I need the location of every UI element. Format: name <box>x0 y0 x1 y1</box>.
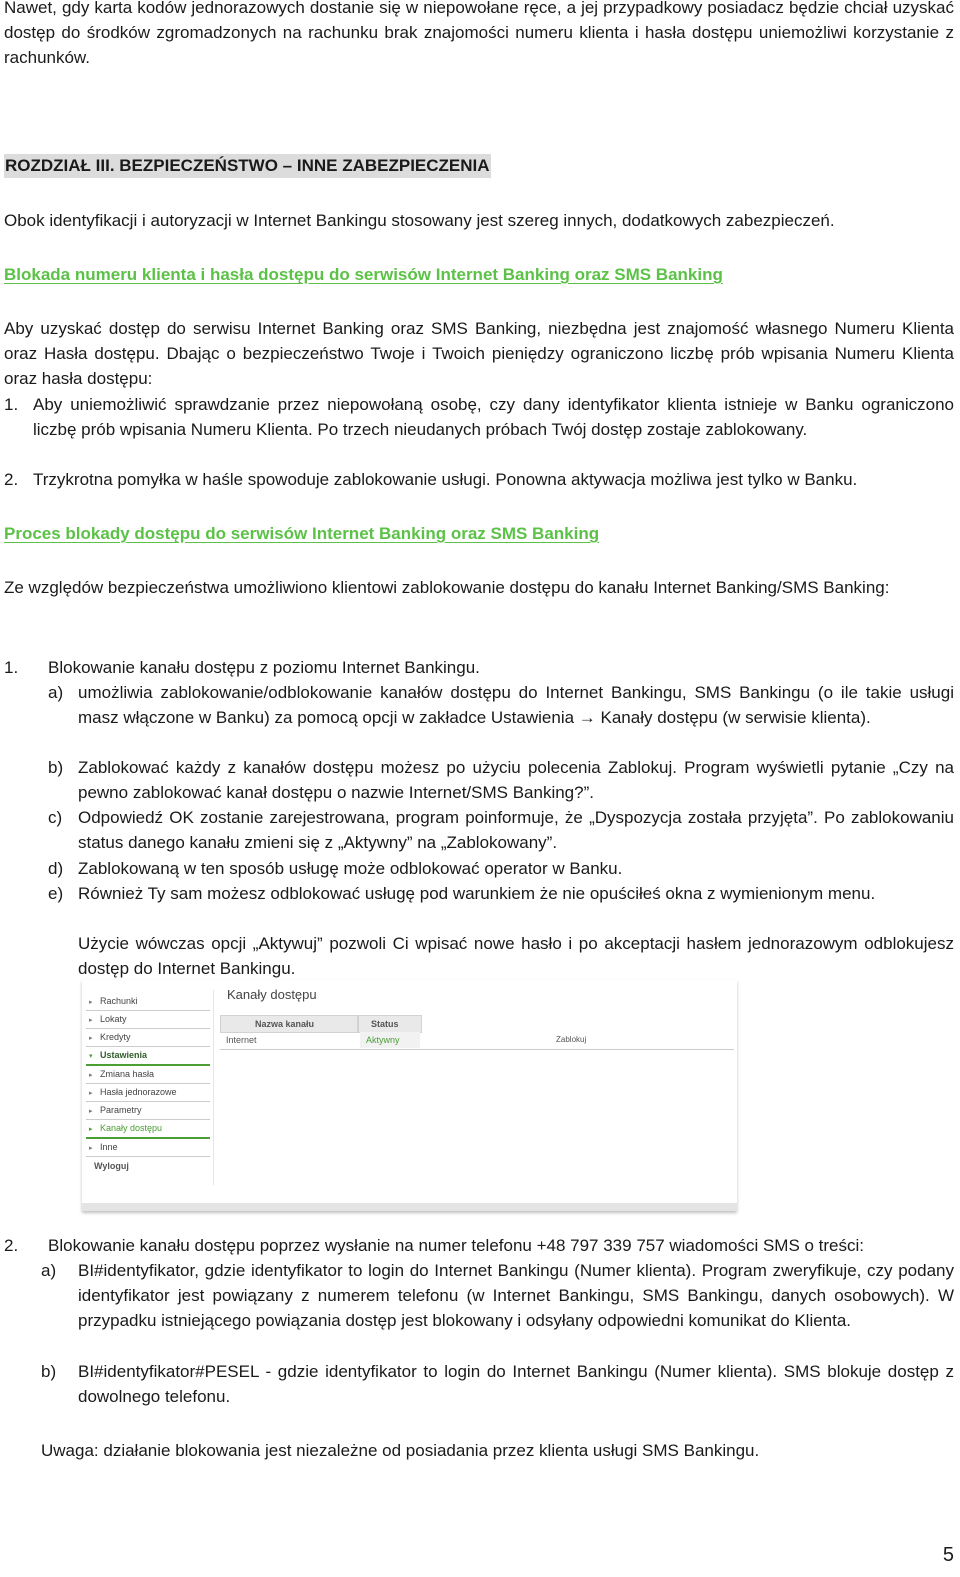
section2-body: Ze względów bezpieczeństwa umożliwiono klientowi zablokowanie dostępu do kanału Internet Banking/SMS Banking: <box>4 578 890 597</box>
bullet-icon: ▸ <box>89 999 93 1006</box>
chapter-title: BEZPIECZEŃSTWO – INNE ZABEZPIECZENIA <box>119 156 490 175</box>
point1-sub-d-text: Zablokowaną w ten sposób usługę może odblokować operator w Banku. <box>78 859 623 878</box>
menu-item-kredyty: ▸ Kredyty <box>86 1028 210 1047</box>
point2-sub-a-text: BI#identyfikator, gdzie identyfikator to login do Internet Bankingu (Numer klienta). Program zweryfikuje, czy podany identyfikator jest powiązany z numerem telefonu (w Internet Bankingu, SMS Bankingu, danych osobowych). W przypadku istniejącego powiązania dostęp jest blokowany i odsyłany odpowiedni komunikat do Klienta. <box>78 1261 954 1330</box>
bullet-icon: ▸ <box>89 1108 93 1115</box>
point1-sub-a-label: a) <box>48 683 64 702</box>
point1-sub-c-text: Odpowiedź OK zostanie zarejestrowana, program poinformuje, że „Dyspozycja została przyjęta”. Po zablokowaniu status danego kanału zmieni się z „Aktywny” na „Zablokowany”. <box>78 808 954 852</box>
point2-sub-b-label: b) <box>41 1362 57 1381</box>
menu-item-inne: ▸ Inne <box>86 1138 210 1157</box>
channels-screenshot <box>82 980 737 1211</box>
screenshot-page-title: Kanały dostępu <box>227 987 317 1002</box>
divider <box>213 990 214 1185</box>
bullet-icon: ▸ <box>89 1145 93 1152</box>
point1-sub-e-label: e) <box>48 884 64 903</box>
point2-sub-b-text: BI#identyfikator#PESEL - gdzie identyfikator to login do Internet Bankingu (Numer klienta). SMS blokuje dostęp z dowolnego telefonu. <box>78 1362 954 1406</box>
point1-sub-a-text: umożliwia zablokowanie/odblokowanie kanałów dostępu do Internet Bankingu, SMS Bankingu (o ile takie usługi masz włączone w Banku) za pomocą opcji w zakładce Ustawienia → Kanały dostępu (w serwisie klienta). <box>78 683 954 727</box>
note: Uwaga: działanie blokowania jest niezależne od posiadania przez klienta usługi SMS Bankingu. <box>41 1441 760 1460</box>
point1-title: Blokowanie kanału dostępu z poziomu Internet Bankingu. <box>48 658 480 677</box>
bullet-icon: ▸ <box>89 1035 93 1042</box>
menu-logout: Wyloguj <box>94 1161 129 1171</box>
menu-item-hasla-jednorazowe: ▸ Hasła jednorazowe <box>86 1083 210 1102</box>
point1-sub-d-label: d) <box>48 859 64 878</box>
point2-sub-a-label: a) <box>41 1261 57 1280</box>
page-number: 5 <box>942 1544 954 1566</box>
point1-sub-e-text: Również Ty sam możesz odblokować usługę pod warunkiem że nie opuściłeś okna z wymienionym menu. <box>78 884 876 903</box>
chapter-heading <box>4 154 491 178</box>
row-divider <box>220 1049 734 1050</box>
point1-sub-b-label: b) <box>48 758 64 777</box>
point1-number: 1. <box>4 658 19 677</box>
menu-item-parametry: ▸ Parametry <box>86 1101 210 1120</box>
bullet-icon: ▸ <box>89 1017 93 1024</box>
row-block-link: Zablokuj <box>556 1035 587 1044</box>
section1-heading: Blokada numeru klienta i hasła dostępu do serwisów Internet Banking oraz SMS Banking <box>4 265 723 284</box>
menu-item-rachunki: ▸ Rachunki <box>86 992 210 1011</box>
menu-item-lokaty: ▸ Lokaty <box>86 1010 210 1029</box>
point1-sub-c-label: c) <box>48 808 63 827</box>
intro-paragraph: Nawet, gdy karta kodów jednorazowych dostanie się w niepowołane ręce, a jej przypadkowy posiadacz będzie chciał uzyskać dostęp do środków zgromadzonych na rachunku brak znajomości numeru klienta i hasła dostępu uniemożliwi korzystanie z rachunków. <box>4 0 954 67</box>
menu-item-ustawienia: ▾ Ustawienia <box>86 1046 210 1066</box>
row-channel-name: Internet <box>226 1035 257 1045</box>
section1-item1-text: Aby uniemożliwić sprawdzanie przez niepowołaną osobę, czy dany identyfikator klienta istnieje w Banku ograniczono liczbę prób wpisania Numeru Klienta. Po trzech nieudanych próbach Twój dostęp zostaje zablokowany. <box>33 395 954 439</box>
section1-item2-number: 2. <box>4 470 19 489</box>
bullet-icon: ▸ <box>89 1126 93 1133</box>
bullet-icon: ▸ <box>89 1090 93 1097</box>
section1-item1-number: 1. <box>4 395 19 414</box>
row-channel-status: Aktywny <box>360 1032 420 1048</box>
menu-item-zmiana-hasla: ▸ Zmiana hasła <box>86 1065 210 1084</box>
bullet-icon: ▸ <box>89 1072 93 1079</box>
col-header-name: Nazwa kanału <box>220 1015 358 1033</box>
col-header-status: Status <box>358 1015 422 1033</box>
point2-number: 2. <box>4 1236 19 1255</box>
chapter-prefix: ROZDZIAŁ III. <box>5 156 115 175</box>
bullet-icon: ▾ <box>89 1053 93 1060</box>
point1-extra: Użycie wówczas opcji „Aktywuj” pozwoli Ci wpisać nowe hasło i po akceptacji hasłem jednorazowym odblokujesz dostęp do Internet Bankingu. <box>78 934 954 978</box>
section1-item2-text: Trzykrotna pomyłka w haśle spowoduje zablokowanie usługi. Ponowna aktywacja możliwa jest tylko w Banku. <box>33 470 858 489</box>
chapter-intro: Obok identyfikacji i autoryzacji w Internet Bankingu stosowany jest szereg innych, dodatkowych zabezpieczeń. <box>4 211 835 230</box>
section2-heading: Proces blokady dostępu do serwisów Internet Banking oraz SMS Banking <box>4 524 600 543</box>
section1-body: Aby uzyskać dostęp do serwisu Internet Banking oraz SMS Banking, niezbędna jest znajomość własnego Numeru Klienta oraz Hasła dostępu. Dbając o bezpieczeństwo Twoje i Twoich pieniędzy ograniczono liczbę prób wpisania Numeru Klienta oraz hasła dostępu: <box>4 319 954 388</box>
point1-sub-b-text: Zablokować każdy z kanałów dostępu możesz po użyciu polecenia Zablokuj. Program wyświetli pytanie „Czy na pewno zablokować kanał dostępu o nazwie Internet/SMS Banking?”. <box>78 758 954 802</box>
menu-item-kanaly-dostepu: ▸ Kanały dostępu <box>86 1119 210 1139</box>
point2-title: Blokowanie kanału dostępu poprzez wysłanie na numer telefonu +48 797 339 757 wiadomości SMS o treści: <box>48 1236 865 1255</box>
